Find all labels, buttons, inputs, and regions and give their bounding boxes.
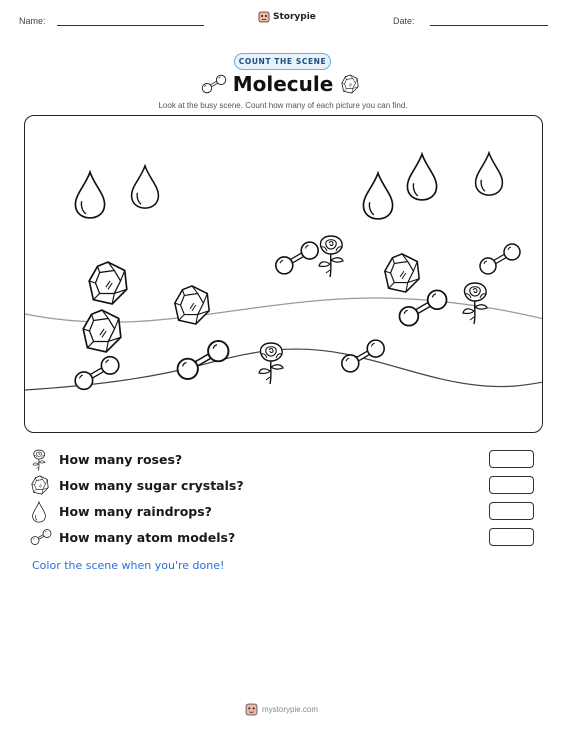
answer-box-roses[interactable] <box>489 450 534 468</box>
page-title: Molecule <box>232 72 334 96</box>
answer-box-raindrops[interactable] <box>489 502 534 520</box>
sugar-crystal-icon <box>89 262 127 304</box>
raindrop-icon <box>363 173 392 219</box>
atom-model-icon <box>30 527 52 547</box>
rose-icon <box>30 449 48 471</box>
name-line[interactable] <box>57 25 204 26</box>
sugar-crystal-icon <box>83 310 121 352</box>
storypie-logo <box>258 11 316 23</box>
raindrop-icon <box>132 166 159 208</box>
name-label: Name: <box>19 16 46 26</box>
count-the-scene-badge: COUNT THE SCENE <box>234 53 331 70</box>
atom-model-icon <box>276 242 318 274</box>
raindrop-icon <box>30 501 48 523</box>
atom-model-icon <box>201 74 227 94</box>
question-text: How many sugar crystals? <box>59 478 244 493</box>
coloring-instruction: Color the scene when you're done! <box>32 559 225 572</box>
answer-box-atom-models[interactable] <box>489 528 534 546</box>
date-label: Date: <box>393 16 415 26</box>
atom-model-icon <box>75 357 119 390</box>
sugar-crystal-icon <box>340 74 360 94</box>
answer-box-sugar-crystals[interactable] <box>489 476 534 494</box>
rose-icon <box>259 343 283 384</box>
raindrop-icon <box>75 172 104 218</box>
footer-url: mystorypie.com <box>262 705 319 714</box>
scene-illustration <box>25 116 543 433</box>
instructions: Look at the busy scene. Count how many of each picture you can find. <box>158 101 408 110</box>
atom-model-icon <box>178 341 229 379</box>
date-line[interactable] <box>430 25 548 26</box>
atom-model-icon <box>480 244 520 274</box>
question-raindrops <box>30 501 536 523</box>
sugar-crystal-icon <box>175 286 209 324</box>
question-text: How many roses? <box>59 452 183 467</box>
footer-brand <box>245 703 318 716</box>
rose-icon <box>463 283 487 324</box>
busy-scene <box>24 115 543 433</box>
storypie-mascot-icon <box>245 703 258 716</box>
question-atom-models <box>30 527 536 549</box>
sugar-crystal-icon <box>385 254 419 292</box>
storypie-mascot-icon <box>258 11 270 23</box>
question-text: How many raindrops? <box>59 504 212 519</box>
question-text: How many atom models? <box>59 530 236 545</box>
question-sugar-crystals <box>30 475 536 497</box>
question-roses <box>30 449 536 471</box>
atom-model-icon <box>342 340 384 372</box>
sugar-crystal-icon <box>30 475 50 495</box>
raindrop-icon <box>407 154 436 200</box>
raindrop-icon <box>476 153 503 195</box>
brand-name: Storypie <box>273 12 316 22</box>
atom-model-icon <box>399 290 446 325</box>
rose-icon <box>319 236 343 277</box>
